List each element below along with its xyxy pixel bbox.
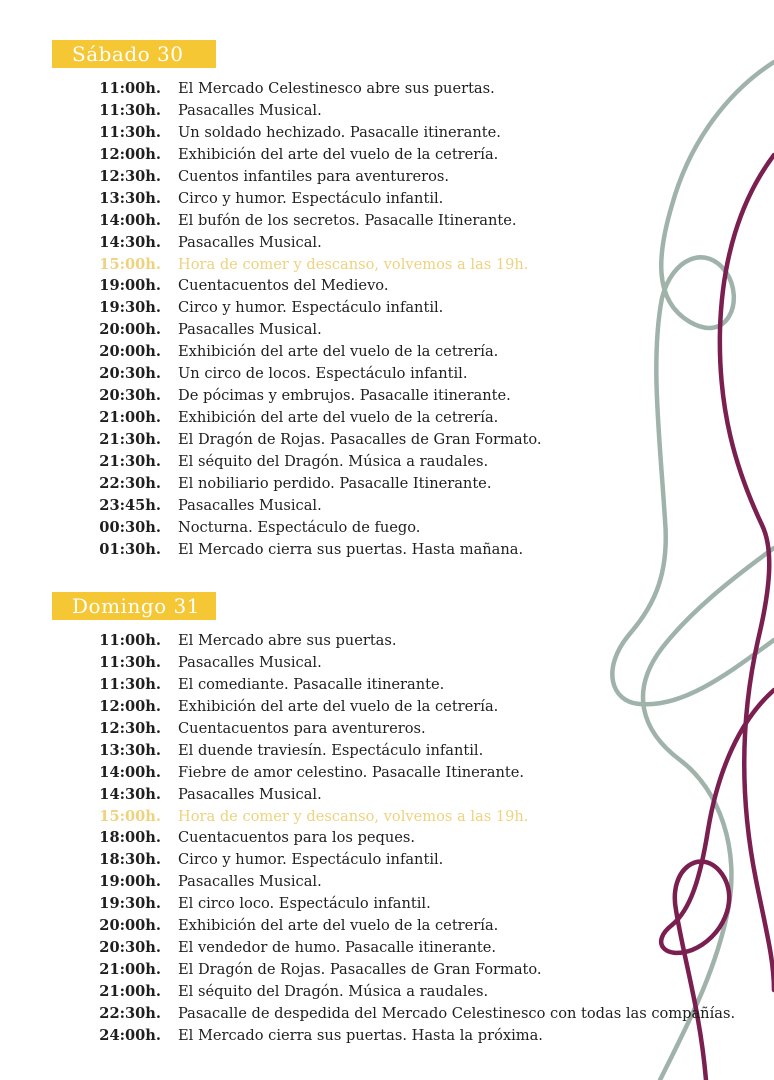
schedule-row xyxy=(0,539,774,561)
event-time: 15:00h. xyxy=(99,255,161,273)
schedule-row xyxy=(0,696,774,718)
schedule-row xyxy=(0,297,774,319)
schedule-row-break xyxy=(0,254,774,276)
event-time: 21:30h. xyxy=(99,452,161,470)
event-time: 22:30h. xyxy=(99,474,161,492)
event-description: Pasacalles Musical. xyxy=(178,233,322,251)
event-description: El Dragón de Rojas. Pasacalles de Gran Formato. xyxy=(178,431,542,448)
event-time: 11:30h. xyxy=(99,123,161,141)
schedule-row xyxy=(0,363,774,385)
event-description: Pasacalles Musical. xyxy=(178,653,322,671)
event-time: 14:00h. xyxy=(99,211,161,229)
event-time: 19:00h. xyxy=(99,873,161,891)
event-description: El vendedor de humo. Pasacalle itinerante. xyxy=(178,939,497,957)
event-time: 21:00h. xyxy=(99,983,161,1000)
schedule-row xyxy=(0,122,774,144)
schedule-row xyxy=(0,407,774,429)
event-time: 22:30h. xyxy=(99,1004,161,1022)
event-description: Cuentacuentos para aventureros. xyxy=(178,719,426,737)
event-time: 19:30h. xyxy=(99,895,161,913)
event-description: Pasacalle de despedida del Mercado Celestinesco con todas las compañías. xyxy=(178,1004,736,1022)
schedule-row xyxy=(0,341,774,363)
event-time: 23:45h. xyxy=(99,496,161,514)
schedule-row-break xyxy=(0,806,774,828)
schedule-row xyxy=(0,981,774,1003)
schedule-row xyxy=(0,674,774,696)
event-description: El Mercado abre sus puertas. xyxy=(178,632,397,649)
schedule-row xyxy=(0,78,774,100)
event-time: 24:00h. xyxy=(99,1026,161,1044)
event-description: El comediante. Pasacalle itinerante. xyxy=(178,675,445,693)
event-time: 15:00h. xyxy=(99,807,161,825)
schedule-row xyxy=(0,827,774,849)
event-time: 21:30h. xyxy=(99,431,161,448)
event-description: Circo y humor. Espectáculo infantil. xyxy=(178,851,444,869)
event-description: Exhibición del arte del vuelo de la cetrería. xyxy=(178,917,499,935)
event-description: Fiebre de amor celestino. Pasacalle Itinerante. xyxy=(178,763,525,781)
event-description: Circo y humor. Espectáculo infantil. xyxy=(178,189,444,207)
event-description: Hora de comer y descanso, volvemos a las 19h. xyxy=(178,255,529,273)
schedule-list xyxy=(0,78,774,561)
schedule-row xyxy=(0,473,774,495)
event-time: 21:00h. xyxy=(99,961,161,979)
schedule-row xyxy=(0,166,774,188)
event-time: 12:00h. xyxy=(99,697,161,715)
event-description: Nocturna. Espectáculo de fuego. xyxy=(178,518,421,536)
section-title: Domingo 31 xyxy=(52,592,216,620)
schedule-row xyxy=(0,652,774,674)
event-description: El duende traviesín. Espectáculo infantil. xyxy=(178,741,484,759)
event-time: 21:00h. xyxy=(99,409,161,427)
event-time: 19:30h. xyxy=(99,299,161,317)
schedule-row xyxy=(0,495,774,517)
schedule-row xyxy=(0,385,774,407)
event-description: Un circo de locos. Espectáculo infantil. xyxy=(178,365,468,383)
schedule-row xyxy=(0,1003,774,1025)
schedule-row xyxy=(0,893,774,915)
event-time: 20:00h. xyxy=(99,343,161,361)
schedule-row xyxy=(0,871,774,893)
event-description: Cuentacuentos del Medievo. xyxy=(178,277,389,295)
event-description: El séquito del Dragón. Música a raudales. xyxy=(178,452,489,470)
schedule-row xyxy=(0,740,774,762)
schedule-row xyxy=(0,144,774,166)
schedule-row xyxy=(0,1025,774,1047)
schedule-row xyxy=(0,718,774,740)
event-description: El Mercado cierra sus puertas. Hasta la próxima. xyxy=(178,1026,543,1044)
event-time: 19:00h. xyxy=(99,277,161,295)
event-description: Pasacalles Musical. xyxy=(178,321,322,339)
event-time: 00:30h. xyxy=(99,518,161,536)
schedule-row xyxy=(0,429,774,451)
event-time: 20:00h. xyxy=(99,321,161,339)
event-description: Pasacalles Musical. xyxy=(178,101,322,119)
schedule-row xyxy=(0,959,774,981)
schedule-row xyxy=(0,188,774,210)
event-description: El Dragón de Rojas. Pasacalles de Gran Formato. xyxy=(178,961,542,979)
event-time: 12:00h. xyxy=(99,145,161,163)
event-time: 13:30h. xyxy=(99,189,161,207)
event-description: El Mercado cierra sus puertas. Hasta mañana. xyxy=(178,540,524,558)
event-time: 01:30h. xyxy=(99,540,161,558)
schedule-row xyxy=(0,275,774,297)
event-time: 14:00h. xyxy=(99,763,161,781)
schedule-row xyxy=(0,517,774,539)
event-description: Pasacalles Musical. xyxy=(178,873,322,891)
event-description: El nobiliario perdido. Pasacalle Itinerante. xyxy=(178,474,492,492)
event-time: 11:30h. xyxy=(99,653,161,671)
event-description: Cuentacuentos para los peques. xyxy=(178,829,415,847)
event-description: Hora de comer y descanso, volvemos a las 19h. xyxy=(178,807,529,825)
event-time: 18:00h. xyxy=(99,829,161,847)
event-description: El séquito del Dragón. Música a raudales. xyxy=(178,983,489,1000)
event-time: 12:30h. xyxy=(99,167,161,185)
schedule-row xyxy=(0,849,774,871)
event-time: 12:30h. xyxy=(99,719,161,737)
schedule-row xyxy=(0,915,774,937)
event-time: 11:30h. xyxy=(99,101,161,119)
event-time: 11:30h. xyxy=(99,675,161,693)
event-time: 13:30h. xyxy=(99,741,161,759)
schedule-row xyxy=(0,319,774,341)
event-description: Pasacalles Musical. xyxy=(178,496,322,514)
schedule-row xyxy=(0,232,774,254)
schedule-list xyxy=(0,630,774,1047)
event-time: 11:00h. xyxy=(99,632,161,649)
section-title: Sábado 30 xyxy=(52,40,216,68)
event-description: Un soldado hechizado. Pasacalle itinerante. xyxy=(178,123,501,141)
event-time: 20:00h. xyxy=(99,917,161,935)
event-description: El circo loco. Espectáculo infantil. xyxy=(178,895,431,913)
event-description: El bufón de los secretos. Pasacalle Itinerante. xyxy=(178,211,517,229)
event-description: Circo y humor. Espectáculo infantil. xyxy=(178,299,444,317)
event-time: 20:30h. xyxy=(99,387,161,405)
event-description: Exhibición del arte del vuelo de la cetrería. xyxy=(178,145,499,163)
event-description: Exhibición del arte del vuelo de la cetrería. xyxy=(178,697,499,715)
event-description: Exhibición del arte del vuelo de la cetrería. xyxy=(178,409,499,427)
event-time: 14:30h. xyxy=(99,785,161,803)
event-time: 20:30h. xyxy=(99,365,161,383)
event-description: De pócimas y embrujos. Pasacalle itinerante. xyxy=(178,387,511,405)
event-description: El Mercado Celestinesco abre sus puertas. xyxy=(178,80,495,97)
event-description: Exhibición del arte del vuelo de la cetrería. xyxy=(178,343,499,361)
event-time: 20:30h. xyxy=(99,939,161,957)
event-description: Pasacalles Musical. xyxy=(178,785,322,803)
event-time: 18:30h. xyxy=(99,851,161,869)
schedule-row xyxy=(0,762,774,784)
schedule-row xyxy=(0,210,774,232)
schedule-row xyxy=(0,100,774,122)
schedule-row xyxy=(0,630,774,652)
schedule-row xyxy=(0,937,774,959)
event-description: Cuentos infantiles para aventureros. xyxy=(178,167,450,185)
schedule-row xyxy=(0,451,774,473)
event-time: 11:00h. xyxy=(99,80,161,97)
schedule-row xyxy=(0,784,774,806)
event-time: 14:30h. xyxy=(99,233,161,251)
